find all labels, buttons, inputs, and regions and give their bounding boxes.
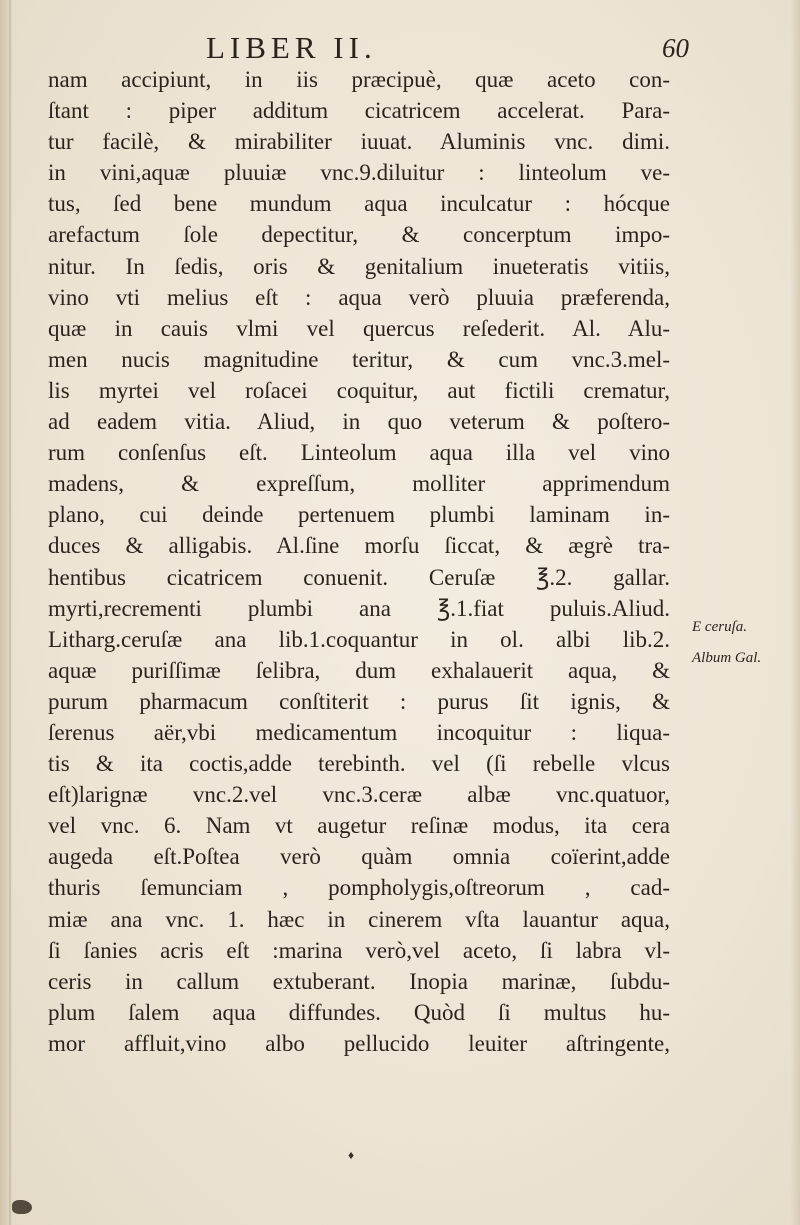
- text-line: augeda eſt.Poſtea verò quàm omnia coïerint,adde: [48, 844, 670, 870]
- text-line: eſt)larignæ vnc.2.vel vnc.3.ceræ albæ vnc.quatuor,: [48, 782, 670, 808]
- margin-note: Album Gal.: [692, 650, 762, 666]
- text-line: nam accipiunt, in iis præcipuè, quæ aceto con-: [48, 67, 670, 92]
- margin-note: E ceruſa.: [692, 619, 747, 635]
- text-line: rum conſenſus eſt. Linteolum aqua illa vel vino: [48, 440, 670, 466]
- text-line: ceris in callum extuberant. Inopia marinæ, ſubdu-: [48, 968, 670, 994]
- text-line: hentibus cicatricem conuenit. Ceruſæ ℥.2. gallar.: [48, 564, 670, 590]
- text-line: myrti,recrementi plumbi ana ℥.1.fiat puluis.Aliud.: [48, 595, 670, 621]
- text-line: lis myrtei vel roſacei coquitur, aut fictili crematur,: [48, 377, 670, 403]
- text-line: plano, cui deinde pertenuem plumbi laminam in-: [48, 502, 670, 528]
- text-line: quæ in cauis vlmi vel quercus reſederit. Al. Alu-: [48, 315, 670, 341]
- text-line: duces & alligabis. Al.ſine morſu ſiccat, & ægrè tra-: [48, 533, 670, 559]
- page-ornament: ♦: [348, 1148, 355, 1162]
- text-line: Litharg.ceruſæ ana lib.1.coquantur in ol. albi lib.2.: [48, 626, 670, 652]
- text-line: tis & ita coctis,adde terebinth. vel (ſi rebelle vlcus: [48, 751, 670, 777]
- text-line: arefactum ſole depectitur, & concerptum impo-: [48, 222, 670, 248]
- text-line: thuris ſemunciam , pompholygis,oſtreorum , cad-: [48, 875, 670, 901]
- text-line: aquæ puriſſimæ ſelibra, dum exhalauerit aqua, &: [48, 657, 670, 683]
- page-gutter: [0, 0, 14, 1225]
- text-line: ad eadem vitia. Aliud, in quo veterum & poſtero-: [48, 409, 670, 435]
- text-line: ſerenus aër,vbi medicamentum incoquitur : liqua-: [48, 719, 670, 745]
- text-line: tus, ſed bene mundum aqua inculcatur : hócque: [48, 191, 670, 217]
- text-line: ſi ſanies acris eſt :marina verò,vel aceto, ſi labra vl-: [48, 937, 670, 963]
- text-line: madens, & expreſſum, molliter apprimendum: [48, 471, 670, 497]
- text-line: nitur. In ſedis, oris & genitalium inueteratis vitiis,: [48, 253, 670, 279]
- text-line: in vini,aquæ pluuiæ vnc.9.diluitur : linteolum ve-: [48, 160, 670, 186]
- running-title: LIBER II.: [206, 30, 377, 65]
- page-edge-shadow: [790, 0, 800, 1225]
- text-line: vino vti melius eſt : aqua verò pluuia præferenda,: [48, 284, 670, 310]
- text-line: ſtant : piper additum cicatricem accelerat. Para-: [48, 98, 670, 124]
- text-line: tur facilè, & mirabiliter iuuat. Aluminis vnc. dimi.: [48, 129, 670, 155]
- text-line: plum ſalem aqua diffundes. Quòd ſi multus hu-: [48, 999, 670, 1025]
- ink-stain: [12, 1200, 32, 1214]
- text-line: mor affluit,vino albo pellucido leuiter aſtringente,: [48, 1030, 670, 1056]
- text-block: [48, 64, 670, 1059]
- page-number: 60: [662, 33, 689, 63]
- text-line: vel vnc. 6. Nam vt augetur reſinæ modus, ita cera: [48, 813, 670, 839]
- text-line: miæ ana vnc. 1. hæc in cinerem vſta lauantur aqua,: [48, 906, 670, 932]
- text-line: men nucis magnitudine teritur, & cum vnc.3.mel-: [48, 346, 670, 372]
- text-line: purum pharmacum conſtiterit : purus ſit ignis, &: [48, 688, 670, 714]
- gutter-fold-line: [9, 0, 11, 1225]
- running-head: [44, 28, 744, 68]
